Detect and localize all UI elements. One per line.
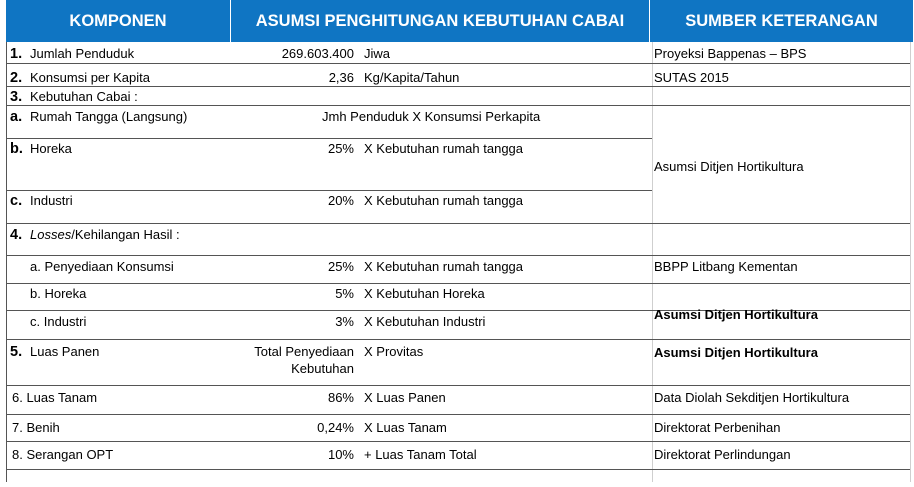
value-cell: 10% xyxy=(327,447,354,462)
value-cell: 25% xyxy=(327,259,354,274)
source-cell: SUTAS 2015 xyxy=(654,70,729,85)
row-divider xyxy=(6,190,652,191)
row-number: a. xyxy=(10,109,23,125)
header-komponen: KOMPONEN xyxy=(6,0,230,42)
row-number: 1. xyxy=(10,46,23,62)
value-cell: 3% xyxy=(335,314,354,329)
source-cell: Asumsi Ditjen Hortikultura xyxy=(654,159,804,174)
component-label: c. Industri xyxy=(30,314,87,329)
table-left-border xyxy=(6,42,7,482)
row-divider xyxy=(6,283,910,284)
row-divider xyxy=(6,441,910,442)
row-number: 3. xyxy=(10,89,23,105)
table-right-border xyxy=(910,42,911,482)
source-cell: Data Diolah Sekditjen Hortikultura xyxy=(654,390,850,405)
formula-cell: + Luas Tanam Total xyxy=(364,447,477,462)
row-divider xyxy=(6,255,910,256)
value-cell: 2,36 xyxy=(328,70,354,85)
formula-cell: Kg/Kapita/Tahun xyxy=(364,70,460,85)
row-number: 4. xyxy=(10,227,23,243)
row-divider xyxy=(6,86,910,87)
component-label: Losses/Kehilangan Hasil : xyxy=(30,227,180,242)
row-number: c. xyxy=(10,193,23,209)
row-number: b. xyxy=(10,141,23,157)
value-cell: Total Penyediaan xyxy=(254,344,354,359)
row-divider xyxy=(6,469,910,470)
row-divider xyxy=(6,138,652,139)
header-sumber: SUMBER KETERANGAN xyxy=(650,0,913,42)
component-label: 8. Serangan OPT xyxy=(12,447,114,462)
component-label: a. Penyediaan Konsumsi xyxy=(30,259,174,274)
formula-cell: X Luas Panen xyxy=(364,390,446,405)
value-cell: 5% xyxy=(335,286,354,301)
source-cell: Asumsi Ditjen Hortikultura xyxy=(654,345,818,360)
component-label: Kebutuhan Cabai : xyxy=(30,89,138,104)
row-divider xyxy=(6,105,910,106)
value-cell: 20% xyxy=(327,193,354,208)
value-cell: Kebutuhan xyxy=(291,361,354,376)
source-column-divider xyxy=(652,42,653,482)
formula-cell: Jmh Penduduk X Konsumsi Perkapita xyxy=(322,109,541,124)
formula-cell: Jiwa xyxy=(364,46,391,61)
source-cell: Direktorat Perbenihan xyxy=(654,420,781,435)
source-cell: Proyeksi Bappenas – BPS xyxy=(654,46,807,61)
component-label: Jumlah Penduduk xyxy=(30,46,135,61)
value-cell: 25% xyxy=(327,141,354,156)
formula-cell: X Luas Tanam xyxy=(364,420,447,435)
component-label: 7. Benih xyxy=(12,420,60,435)
value-cell: 269.603.400 xyxy=(281,46,354,61)
source-cell: Direktorat Perlindungan xyxy=(654,447,791,462)
row-divider xyxy=(6,63,910,64)
formula-cell: X Kebutuhan Horeka xyxy=(364,286,485,301)
source-cell: Asumsi Ditjen Hortikultura xyxy=(654,307,818,322)
value-cell: 0,24% xyxy=(317,420,354,435)
formula-cell: X Kebutuhan Industri xyxy=(364,314,486,329)
row-number: 5. xyxy=(10,344,23,360)
formula-cell: X Provitas xyxy=(364,344,424,359)
component-label: Industri xyxy=(30,193,73,208)
component-label: 6. Luas Tanam xyxy=(12,390,98,405)
component-label: Luas Panen xyxy=(30,344,100,359)
row-divider xyxy=(6,385,910,386)
formula-cell: X Kebutuhan rumah tangga xyxy=(364,141,524,156)
row-number: 2. xyxy=(10,70,23,86)
formula-cell: X Kebutuhan rumah tangga xyxy=(364,259,524,274)
row-divider xyxy=(6,223,910,224)
component-label: Konsumsi per Kapita xyxy=(30,70,150,85)
component-label: b. Horeka xyxy=(30,286,87,301)
component-label: Horeka xyxy=(30,141,72,156)
formula-cell: X Kebutuhan rumah tangga xyxy=(364,193,524,208)
source-cell: BBPP Litbang Kementan xyxy=(654,259,798,274)
value-cell: 86% xyxy=(327,390,354,405)
row-divider xyxy=(6,414,910,415)
header-asumsi: ASUMSI PENGHITUNGAN KEBUTUHAN CABAI xyxy=(231,0,649,42)
component-label: Rumah Tangga (Langsung) xyxy=(30,109,188,124)
row-divider xyxy=(6,339,910,340)
